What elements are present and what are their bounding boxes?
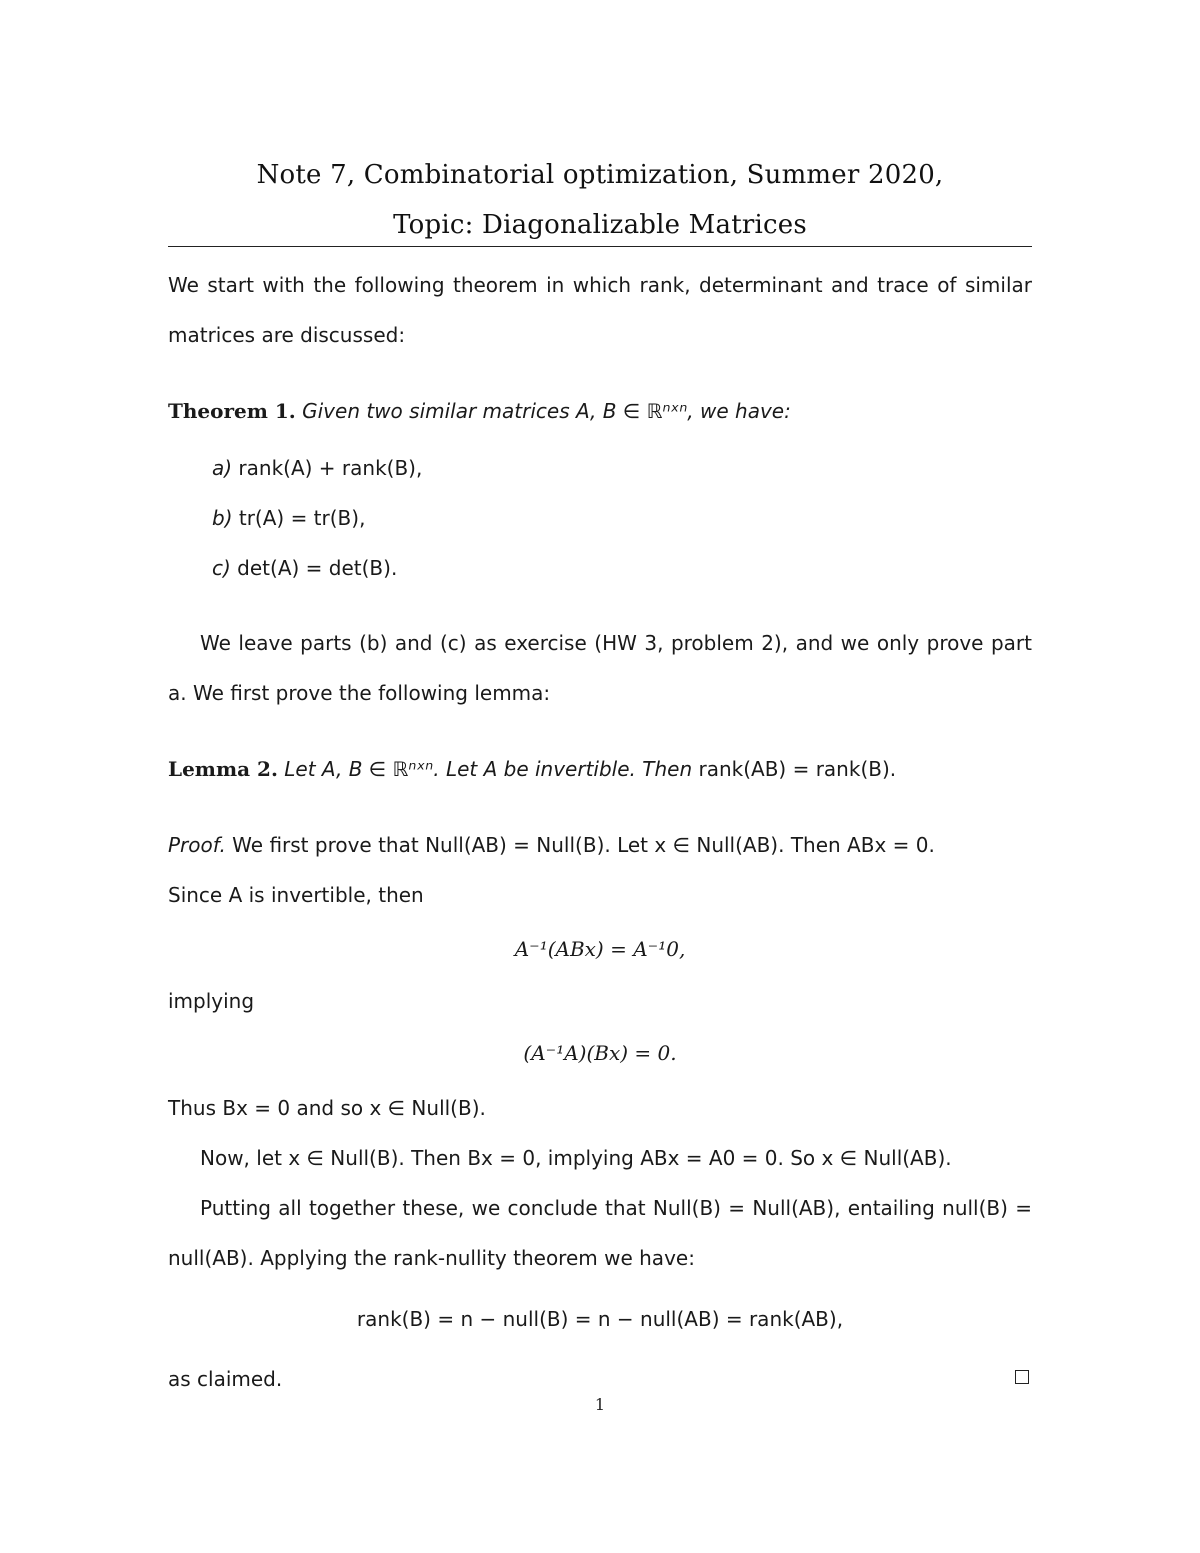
theorem-item-text: rank(A) + rank(B), bbox=[238, 456, 423, 480]
proof-line-3: implying bbox=[168, 989, 255, 1013]
lemma-statement-rest: rank(AB) = rank(B). bbox=[698, 757, 897, 781]
theorem-item-a bbox=[212, 455, 1076, 481]
theorem-heading bbox=[168, 398, 1032, 424]
page-number: 1 bbox=[594, 1395, 606, 1414]
document-title-line-1: Note 7, Combinatorial optimization, Summer 2020, bbox=[256, 160, 944, 190]
intro-line-1 bbox=[168, 272, 1032, 298]
lemma-heading bbox=[168, 756, 1032, 782]
title-divider bbox=[168, 246, 1032, 247]
lemma-label: Lemma 2. bbox=[168, 757, 278, 781]
proof-equation-1: A⁻¹(ABx) = A⁻¹0, bbox=[514, 937, 686, 961]
theorem-item-text: tr(A) = tr(B), bbox=[238, 506, 366, 530]
proof-line-6 bbox=[200, 1195, 1032, 1221]
proof-label: Proof. bbox=[168, 833, 226, 857]
after-theorem-line-1-text: We leave parts (b) and (c) as exercise (HW 3, problem 2), and we only prove part bbox=[200, 631, 1032, 655]
theorem-item-c bbox=[212, 555, 1076, 581]
proof-line-4: Thus Bx = 0 and so x ∈ Null(B). bbox=[168, 1096, 486, 1120]
qed-square-icon bbox=[1015, 1370, 1029, 1384]
theorem-statement: Given two similar matrices A, B ∈ ℝⁿˣⁿ, we have: bbox=[302, 399, 791, 423]
theorem-item-marker: b) bbox=[212, 506, 233, 530]
proof-line-5: Now, let x ∈ Null(B). Then Bx = 0, implying ABx = A0 = 0. So x ∈ Null(AB). bbox=[200, 1146, 952, 1170]
intro-line-2: matrices are discussed: bbox=[168, 323, 406, 347]
theorem-item-text: det(A) = det(B). bbox=[237, 556, 398, 580]
proof-line-1 bbox=[168, 832, 1032, 858]
theorem-item-marker: c) bbox=[212, 556, 231, 580]
after-theorem-line-2: a. We first prove the following lemma: bbox=[168, 681, 551, 705]
document-title-line-2: Topic: Diagonalizable Matrices bbox=[393, 210, 807, 240]
proof-equation-2: (A⁻¹A)(Bx) = 0. bbox=[523, 1041, 677, 1065]
lemma-statement-italic: Let A, B ∈ ℝⁿˣⁿ. Let A be invertible. Then bbox=[284, 757, 693, 781]
after-theorem-line-1 bbox=[200, 630, 1032, 656]
proof-line-2: Since A is invertible, then bbox=[168, 883, 424, 907]
theorem-item-b bbox=[212, 505, 1076, 531]
proof-line-1-text: We first prove that Null(AB) = Null(B). Let x ∈ Null(AB). Then ABx = 0. bbox=[232, 833, 935, 857]
proof-line-8: as claimed. bbox=[168, 1367, 283, 1391]
theorem-label: Theorem 1. bbox=[168, 399, 296, 423]
proof-line-7: null(AB). Applying the rank-nullity theorem we have: bbox=[168, 1246, 695, 1270]
intro-line-1-text: We start with the following theorem in which rank, determinant and trace of similar bbox=[168, 273, 1032, 297]
proof-line-6-text: Putting all together these, we conclude that Null(B) = Null(AB), entailing null(B) = bbox=[200, 1196, 1032, 1220]
proof-equation-3: rank(B) = n − null(B) = n − null(AB) = rank(AB), bbox=[356, 1307, 844, 1331]
theorem-item-marker: a) bbox=[212, 456, 233, 480]
